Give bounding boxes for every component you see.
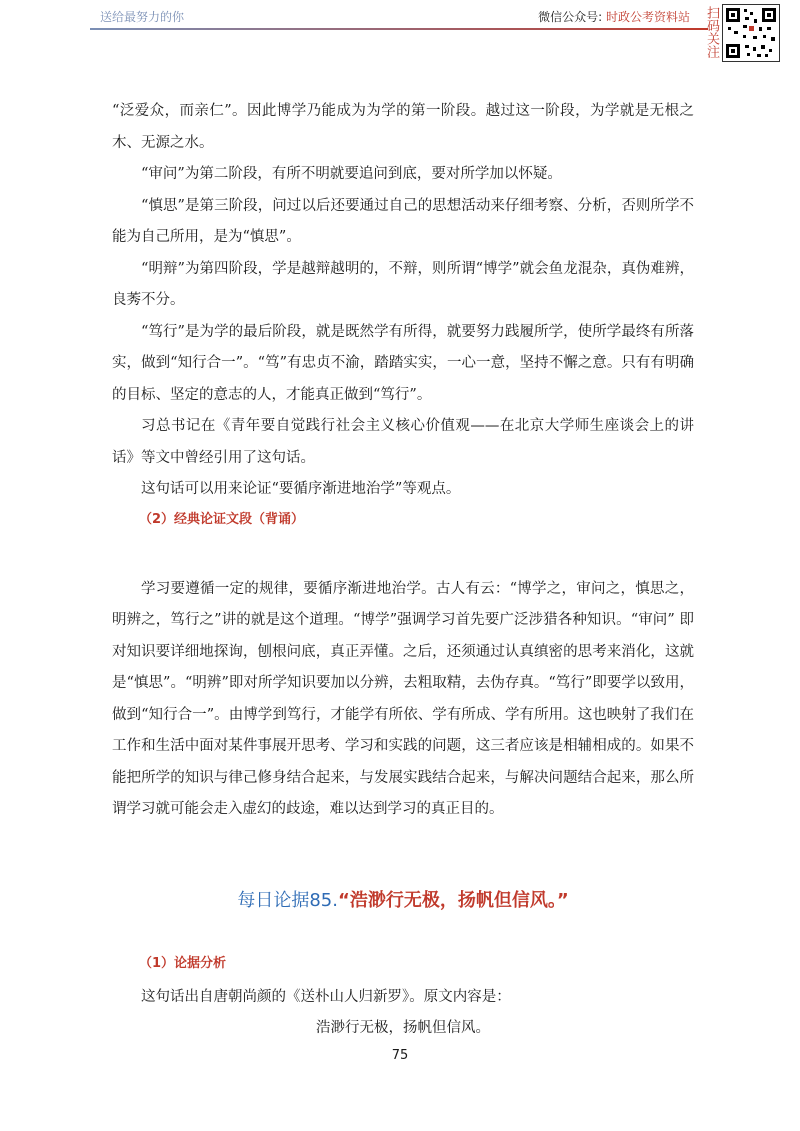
paragraph-usage: 这句话可以用来论证“要循序渐进地治学”等观点。 xyxy=(141,481,461,497)
header-account-label: 微信公众号: xyxy=(538,10,603,24)
spacer xyxy=(112,532,694,574)
qr-code-icon xyxy=(722,4,780,62)
section-title xyxy=(112,886,694,912)
paragraph-essay: 学习要遵循一定的规律，要循序渐进地治学。古人有云：“博学之，审问之，慎思之，明辨之，笃行之”讲的就是这个道理。“博学”强调学习首先要广泛涉猎各种知识。“审问” 即对知识要详细地探询，刨根问底，真正弄懂。之后，还须通过认真缜密的思考来消化，这就是“慎思”。“明辨”即对所学知识要加以分辨，去粗取精，去伪存真。“笃行”即要学以致用，做到“知行合一”。由博学到笃行，才能学有所依、学有所成、学有所用。这也映射了我们在工作和生活中面对某件事展开思考、学习和实践的问题，这三者应该是相辅相成的。如果不能把所学的知识与律己修身结合起来，与发展实践结合起来，与解决问题结合起来，那么所谓学习就可能会走入虚幻的歧途，难以达到学习的真正目的。 xyxy=(112,580,694,817)
paragraph-mingbian: “明辩”为第四阶段，学是越辩越明的，不辩，则所谓“博学”就会鱼龙混杂，真伪难辨，良莠不分。 xyxy=(112,260,694,308)
header-account-site: 时政公考资料站 xyxy=(605,10,690,24)
header-account xyxy=(538,8,690,25)
page-header xyxy=(0,0,800,60)
page-number: 75 xyxy=(391,1048,409,1063)
section-title-quote: “浩渺行无极，扬帆但信风。” xyxy=(337,889,569,911)
subheading-analysis: （1）论据分析 xyxy=(139,955,227,971)
paragraph-citation: 习总书记在《青年要自觉践行社会主义核心价值观——在北京大学师生座谈会上的讲话》等文中曾经引用了这句话。 xyxy=(112,418,694,466)
scan-follow-label: 扫码关注 xyxy=(704,6,719,58)
header-slogan: 送给最努力的你 xyxy=(100,10,185,24)
paragraph-shenwen: “审问”为第二阶段，有所不明就要追问到底，要对所学加以怀疑。 xyxy=(141,166,562,182)
subheading-classic-argument: （2）经典论证文段（背诵） xyxy=(139,511,305,527)
paragraph-boxue: “泛爱众，而亲仁”。因此博学乃能成为为学的第一阶段。越过这一阶段，为学就是无根之木、无源之水。 xyxy=(112,103,694,151)
paragraph-shensi: “慎思”是第三阶段，问过以后还要通过自己的思想活动来仔细考察、分析，否则所学不能为自己所用，是为“慎思”。 xyxy=(112,197,694,245)
header-divider xyxy=(90,28,708,30)
poem-line: 浩渺行无极，扬帆但信风。 xyxy=(316,1020,490,1036)
paragraph-duxing: “笃行”是为学的最后阶段，就是既然学有所得，就要努力践履所学，使所学最终有所落实，做到“知行合一”。“笃”有忠贞不渝，踏踏实实，一心一意，坚持不懈之意。只有有明确的目标、坚定的意志的人，才能真正做到“笃行”。 xyxy=(112,323,694,403)
page-content xyxy=(112,96,694,1045)
section-title-number: 每日论据85. xyxy=(237,889,338,911)
paragraph-source: 这句话出自唐朝尚颜的《送朴山人归新罗》。原文内容是： xyxy=(141,988,511,1005)
